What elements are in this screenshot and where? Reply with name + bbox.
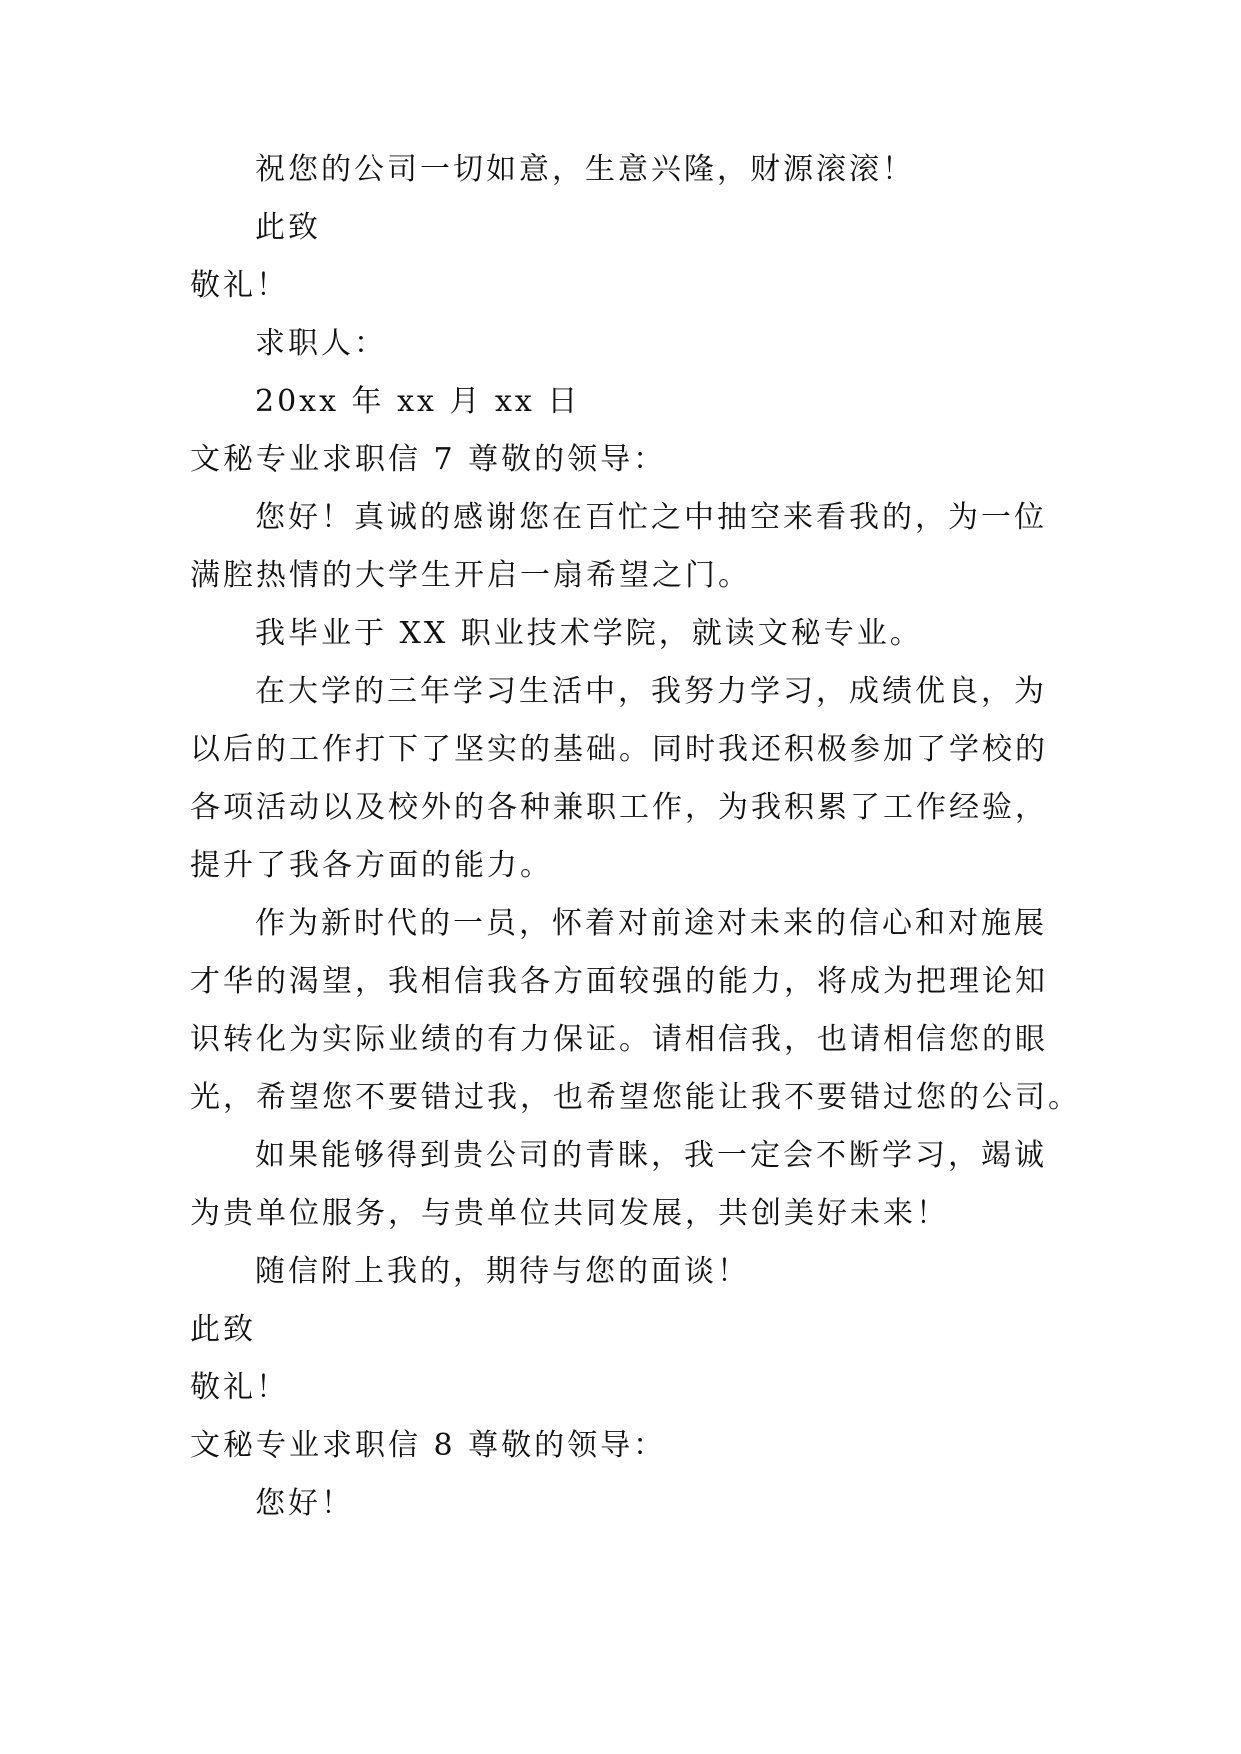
paragraph-line: 提升了我各方面的能力。 <box>190 848 553 883</box>
paragraph-line: 如果能够得到贵公司的青睐，我一定会不断学习，竭诚 <box>255 1138 1047 1173</box>
paragraph-line: 光，希望您不要错过我，也希望您能让我不要错过您的公司。 <box>190 1080 1081 1115</box>
paragraph-line: 以后的工作打下了坚实的基础。同时我还积极参加了学校的 <box>190 732 1048 767</box>
salutation-cizhi: 此致 <box>255 210 321 245</box>
paragraph-line: 才华的渴望，我相信我各方面较强的能力，将成为把理论知 <box>190 964 1048 999</box>
letter-7-heading: 文秘专业求职信 7 尊敬的领导： <box>190 442 667 477</box>
letter-8-heading: 文秘专业求职信 8 尊敬的领导： <box>190 1428 667 1463</box>
signature-date: 20xx 年 xx 月 xx 日 <box>255 384 581 419</box>
paragraph-line: 作为新时代的一员，怀着对前途对未来的信心和对施展 <box>255 906 1047 941</box>
paragraph-line: 识转化为实际业绩的有力保证。请相信我，也请相信您的眼 <box>190 1022 1048 1057</box>
salutation-jingli: 敬礼！ <box>190 1370 289 1405</box>
salutation-cizhi: 此致 <box>190 1312 256 1347</box>
signature-applicant: 求职人： <box>255 326 387 361</box>
paragraph-line: 我毕业于 XX 职业技术学院，就读文秘专业。 <box>255 616 923 651</box>
paragraph-line: 为贵单位服务，与贵单位共同发展，共创美好未来！ <box>190 1196 949 1231</box>
greeting-line: 您好！ <box>255 1486 354 1521</box>
paragraph-line: 各项活动以及校外的各种兼职工作，为我积累了工作经验， <box>190 790 1048 825</box>
paragraph-line: 您好！真诚的感谢您在百忙之中抽空来看我的，为一位 <box>255 500 1047 535</box>
closing-wish-line: 祝您的公司一切如意，生意兴隆，财源滚滚！ <box>255 152 915 187</box>
paragraph-line: 在大学的三年学习生活中，我努力学习，成绩优良，为 <box>255 674 1047 709</box>
paragraph-line: 满腔热情的大学生开启一扇希望之门。 <box>190 558 751 593</box>
salutation-jingli: 敬礼！ <box>190 268 289 303</box>
paragraph-line: 随信附上我的，期待与您的面谈！ <box>255 1254 750 1289</box>
